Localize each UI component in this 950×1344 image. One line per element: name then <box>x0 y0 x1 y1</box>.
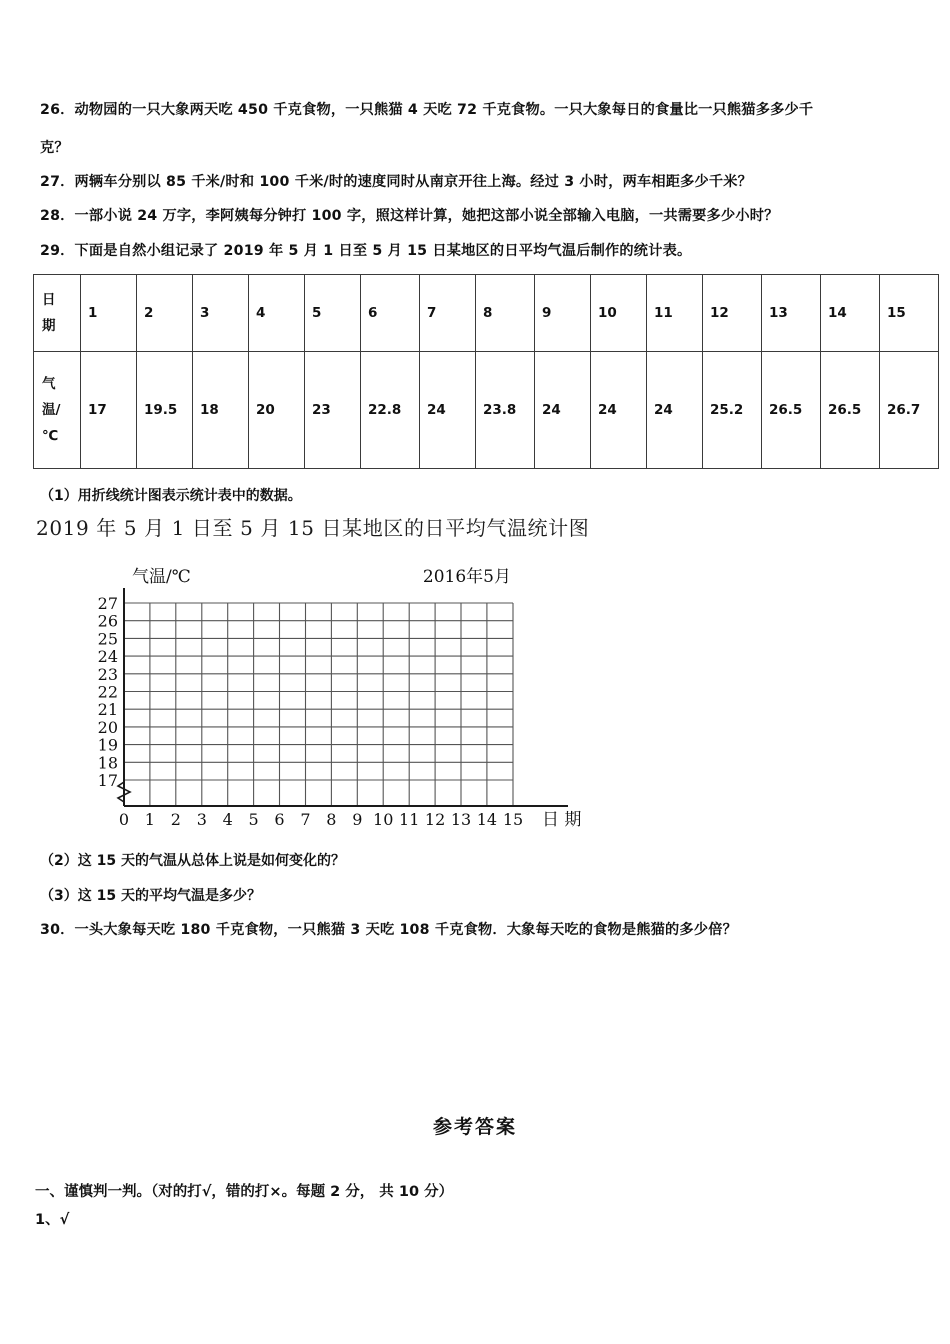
table-cell-date: 15 <box>880 275 939 352</box>
x-tick: 11 <box>399 810 420 828</box>
table-cell-date: 8 <box>476 275 535 352</box>
table-cell-temperature: 22.8 <box>361 352 420 469</box>
table-cell-date: 14 <box>821 275 880 352</box>
sub-question-3: （3）这 15 天的平均气温是多少？ <box>40 888 261 904</box>
y-axis-tick-labels <box>98 594 118 790</box>
answers-section-one-heading: 一、谨慎判一判。（对的打√，错的打×。每题 2 分， 共 10 分） <box>35 1184 454 1200</box>
table-cell-temperature: 23.8 <box>476 352 535 469</box>
row-header-date <box>34 275 81 352</box>
chart-svg <box>56 548 596 828</box>
question-26-text-1: 动物园的一只大象两天吃 450 千克食物，一只熊猫 4 天吃 72 千克食物。一只大象每日的食量比一只熊猫多多少千 <box>74 102 814 118</box>
question-29-text: 下面是自然小组记录了 2019 年 5 月 1 日至 5 月 15 日某地区的日平均气温后制作的统计表。 <box>74 243 692 259</box>
answers-heading: 参考答案 <box>432 1116 517 1138</box>
question-26-line-1 <box>40 100 813 121</box>
x-tick: 0 <box>118 810 130 828</box>
question-27-line <box>40 172 752 193</box>
x-axis-tick-labels <box>119 810 523 828</box>
table-cell-temperature: 24 <box>647 352 703 469</box>
y-tick: 23 <box>97 664 118 684</box>
x-tick: 12 <box>424 810 446 828</box>
table-cell-temperature: 25.2 <box>703 352 762 469</box>
table-cell-date: 4 <box>249 275 305 352</box>
table-cell-date: 6 <box>361 275 420 352</box>
question-28-number: 28． <box>40 208 75 224</box>
x-tick: 9 <box>352 810 363 828</box>
question-29-number: 29． <box>40 243 75 259</box>
row-header-temp-char-1: 气 <box>42 375 56 392</box>
y-tick: 22 <box>97 682 118 702</box>
table-cell-temperature: 20 <box>249 352 305 469</box>
question-30-line <box>40 920 737 941</box>
y-tick: 26 <box>97 611 118 631</box>
row-header-date-char-2: 期 <box>42 318 56 334</box>
table-cell-date: 9 <box>535 275 591 352</box>
row-header-temp-char-3: ℃ <box>42 428 59 445</box>
x-tick: 15 <box>502 810 524 828</box>
table-cell-date: 5 <box>305 275 361 352</box>
table-cell-date: 3 <box>193 275 249 352</box>
y-tick: 21 <box>97 700 118 720</box>
x-axis-label: 日 期 <box>542 810 582 828</box>
question-26-number: 26． <box>40 102 75 118</box>
sub-question-2: （2）这 15 天的气温从总体上说是如何变化的？ <box>40 853 345 869</box>
x-tick: 14 <box>476 810 498 828</box>
x-tick: 13 <box>450 810 472 828</box>
table-cell-date: 1 <box>81 275 137 352</box>
table-cell-date: 11 <box>647 275 703 352</box>
table-cell-temperature: 24 <box>420 352 476 469</box>
sub-question-1: （1）用折线统计图表示统计表中的数据。 <box>40 488 302 504</box>
question-26-line-2: 克？ <box>40 140 69 156</box>
x-tick: 2 <box>170 810 181 828</box>
row-header-temp-char-2: 温/ <box>42 401 61 418</box>
y-axis-label: 气温/℃ <box>132 567 191 587</box>
x-tick: 1 <box>144 810 155 828</box>
x-tick: 8 <box>326 810 337 828</box>
y-tick: 24 <box>97 647 118 667</box>
y-tick: 27 <box>97 594 118 613</box>
table-cell-temperature: 19.5 <box>137 352 193 469</box>
table-cell-temperature: 24 <box>535 352 591 469</box>
table-cell-temperature: 18 <box>193 352 249 469</box>
table-cell-temperature: 23 <box>305 352 361 469</box>
temperature-statistics-table <box>33 274 939 469</box>
table-cell-date: 13 <box>762 275 821 352</box>
row-header-date-char-1: 日 <box>42 291 56 308</box>
y-tick: 25 <box>97 629 118 649</box>
chart-title: 2019 年 5 月 1 日至 5 月 15 日某地区的日平均气温统计图 <box>36 516 590 540</box>
x-tick: 6 <box>274 810 285 828</box>
chart-corner-note: 2016年5月 <box>422 567 511 587</box>
y-tick: 17 <box>97 771 118 790</box>
y-tick: 18 <box>97 753 118 773</box>
chart-gridlines <box>124 603 513 806</box>
question-30-text: 一头大象每天吃 180 千克食物，一只熊猫 3 天吃 108 千克食物．大象每天吃的食物是熊猫的多少倍？ <box>74 922 737 938</box>
question-27-number: 27． <box>40 174 75 190</box>
table-cell-temperature: 24 <box>591 352 647 469</box>
table-cell-temperature: 26.5 <box>821 352 880 469</box>
table-cell-temperature: 17 <box>81 352 137 469</box>
table-cell-temperature: 26.5 <box>762 352 821 469</box>
table-cell-date: 10 <box>591 275 647 352</box>
question-29-line <box>40 241 691 262</box>
row-header-temperature <box>34 352 81 469</box>
question-28-text: 一部小说 24 万字，李阿姨每分钟打 100 字，照这样计算，她把这部小说全部输入电脑，一共需要多少小时？ <box>74 208 779 224</box>
x-tick: 5 <box>248 810 259 828</box>
table-cell-date: 2 <box>137 275 193 352</box>
y-tick: 19 <box>97 735 118 755</box>
question-30-number: 30． <box>40 922 75 938</box>
x-tick: 7 <box>300 810 311 828</box>
x-tick: 10 <box>373 810 394 828</box>
x-tick: 4 <box>222 810 233 828</box>
answers-item-1: 1、√ <box>35 1212 70 1228</box>
table-row-temperature <box>34 352 939 469</box>
y-tick: 20 <box>97 717 118 737</box>
table-cell-date: 7 <box>420 275 476 352</box>
table-cell-date: 12 <box>703 275 762 352</box>
temperature-line-chart <box>56 548 596 828</box>
table-row-date <box>34 275 939 352</box>
table-cell-temperature: 26.7 <box>880 352 939 469</box>
question-28-line <box>40 206 779 227</box>
question-27-text: 两辆车分别以 85 千米/时和 100 千米/时的速度同时从南京开往上海。经过 3 小时，两车相距多少千米？ <box>74 174 753 190</box>
x-tick: 3 <box>196 810 207 828</box>
